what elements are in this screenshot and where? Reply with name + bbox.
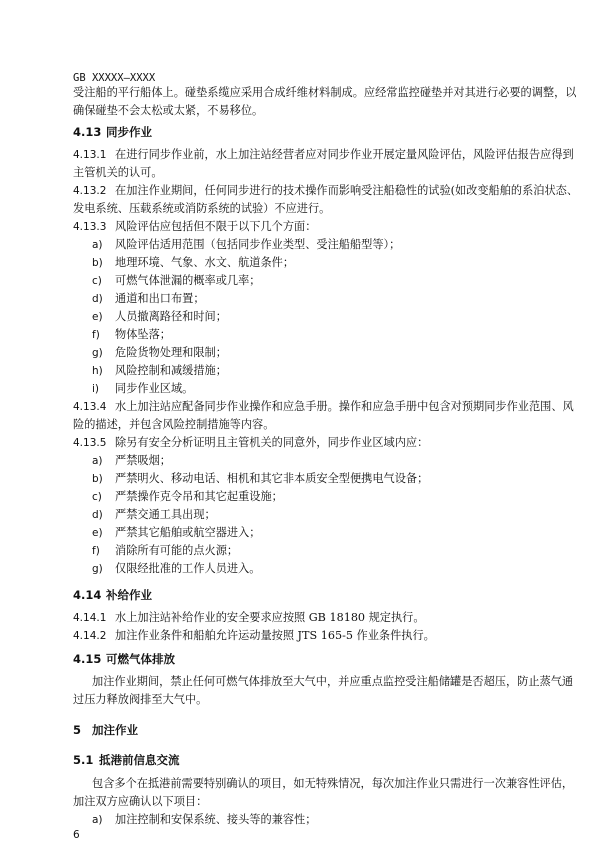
list-item-label: i)	[92, 383, 100, 395]
list-item-text: 消除所有可能的点火源；	[115, 544, 239, 557]
list-item-text: 通道和出口布置；	[115, 292, 205, 305]
section-4-15-line-2: 过压力释放阀排至大气中。	[73, 693, 208, 706]
list-item-text: 严禁明火、移动电话、相机和其它非本质安全型便携电气设备；	[115, 472, 429, 485]
clause-4-13-5-text: 除另有安全分析证明且主管机关的同意外，同步作业区域内应：	[115, 436, 429, 449]
list-item-label: f)	[92, 329, 100, 341]
list-item-label: a)	[92, 814, 103, 826]
section-5-1-title: 抵港前信息交流	[99, 753, 180, 767]
clause-4-13-2-line-1: 在加注作业期间，任何同步进行的技术操作而影响受注船稳性的试验(如改变船舶的系泊状态、	[115, 184, 579, 197]
clause-4-13-5-number: 4.13.5	[73, 437, 107, 449]
clause-4-14-1-text: 水上加注站补给作业的安全要求应按照 GB 18180 规定执行。	[115, 611, 425, 624]
clause-4-13-4-line-1: 水上加注站应配备同步作业操作和应急手册。操作和应急手册中包含对预期同步作业范围、风	[115, 400, 574, 413]
clause-4-13-4-line-2: 险的描述，并包含风险控制措施等内容。	[73, 418, 275, 431]
section-4-15-title: 可燃气体排放	[106, 652, 175, 666]
section-4-15-line-1: 加注作业期间，禁止任何可燃气体排放至大气中，并应重点监控受注船储罐是否超压，防止蒸气通	[92, 675, 574, 688]
list-item-text: 地理环境、气象、水文、航道条件；	[115, 256, 295, 269]
clause-4-14-2-number: 4.14.2	[73, 630, 107, 642]
list-item-text: 严禁吸烟；	[115, 454, 171, 467]
list-item-text: 严禁交通工具出现；	[115, 508, 216, 521]
section-4-14-number: 4.14	[73, 588, 102, 602]
list-item-label: g)	[92, 347, 103, 359]
list-item-label: e)	[92, 311, 103, 323]
list-item-label: g)	[92, 563, 103, 575]
clause-4-13-2-line-2: 发电系统、压载系统或消防系统的试验）不应进行。	[73, 202, 331, 215]
intro-line-2: 确保碰垫不会太松或太紧，不易移位。	[73, 104, 264, 117]
chapter-5-title: 加注作业	[92, 723, 138, 737]
list-item-text: 人员撤离路径和时间；	[115, 310, 227, 323]
list-item-text: 同步作业区域。	[115, 382, 194, 395]
list-item-label: e)	[92, 527, 103, 539]
section-5-1-number: 5.1	[73, 753, 94, 767]
section-4-14-title: 补给作业	[106, 588, 152, 602]
clause-4-13-4-number: 4.13.4	[73, 401, 107, 413]
section-4-15-number: 4.15	[73, 652, 102, 666]
list-item-label: c)	[92, 275, 102, 287]
clause-4-13-3-text: 风险评估应包括但不限于以下几个方面：	[115, 220, 317, 233]
list-item-label: a)	[92, 455, 103, 467]
clause-4-13-1-number: 4.13.1	[73, 149, 107, 161]
clause-4-13-1-line-2: 主管机关的认可。	[73, 166, 163, 179]
section-5-1-line-1: 包含多个在抵港前需要特别确认的项目，如无特殊情况，每次加注作业只需进行一次兼容性评估，	[92, 777, 574, 790]
section-5-1-line-2: 加注双方应确认以下项目：	[73, 795, 208, 808]
list-item-label: b)	[92, 257, 103, 269]
list-item-text: 风险控制和减缓措施；	[115, 364, 227, 377]
list-item-label: c)	[92, 491, 102, 503]
list-item-label: a)	[92, 239, 103, 251]
list-item-text: 仅限经批准的工作人员进入。	[115, 562, 261, 575]
clause-4-13-2-number: 4.13.2	[73, 185, 107, 197]
list-item-text: 风险评估适用范围（包括同步作业类型、受注船船型等）；	[115, 238, 401, 251]
clause-4-14-1-number: 4.14.1	[73, 612, 107, 624]
section-4-13-number: 4.13	[73, 125, 102, 139]
clause-4-14-2-text: 加注作业条件和船舶允许运动量按照 JTS 165-5 作业条件执行。	[115, 629, 435, 642]
list-item-label: h)	[92, 365, 103, 377]
intro-line-1: 受注船的平行船体上。碰垫系缆应采用合成纤维材料制成。应经常监控碰垫并对其进行必要的调整，以	[73, 86, 577, 99]
clause-4-13-3-number: 4.13.3	[73, 221, 107, 233]
chapter-5-number: 5	[73, 723, 82, 737]
list-item-label: b)	[92, 473, 103, 485]
list-item-label: d)	[92, 293, 103, 305]
list-item-text: 严禁其它船舶或航空器进入；	[115, 526, 261, 539]
clause-4-13-1-line-1: 在进行同步作业前，水上加注站经营者应对同步作业开展定量风险评估，风险评估报告应得到	[115, 148, 574, 161]
list-item-text: 严禁操作克令吊和其它起重设施；	[115, 490, 283, 503]
list-item-label: d)	[92, 509, 103, 521]
list-item-text: 物体坠落；	[115, 328, 171, 341]
document-id-header: GB XXXXX—XXXX	[73, 72, 156, 84]
page-number: 6	[73, 829, 80, 841]
list-item-label: f)	[92, 545, 100, 557]
list-item-text: 加注控制和安保系统、接头等的兼容性；	[115, 813, 317, 826]
list-item-text: 危险货物处理和限制；	[115, 346, 227, 359]
list-item-text: 可燃气体泄漏的概率或几率；	[115, 274, 261, 287]
section-4-13-title: 同步作业	[106, 125, 152, 139]
